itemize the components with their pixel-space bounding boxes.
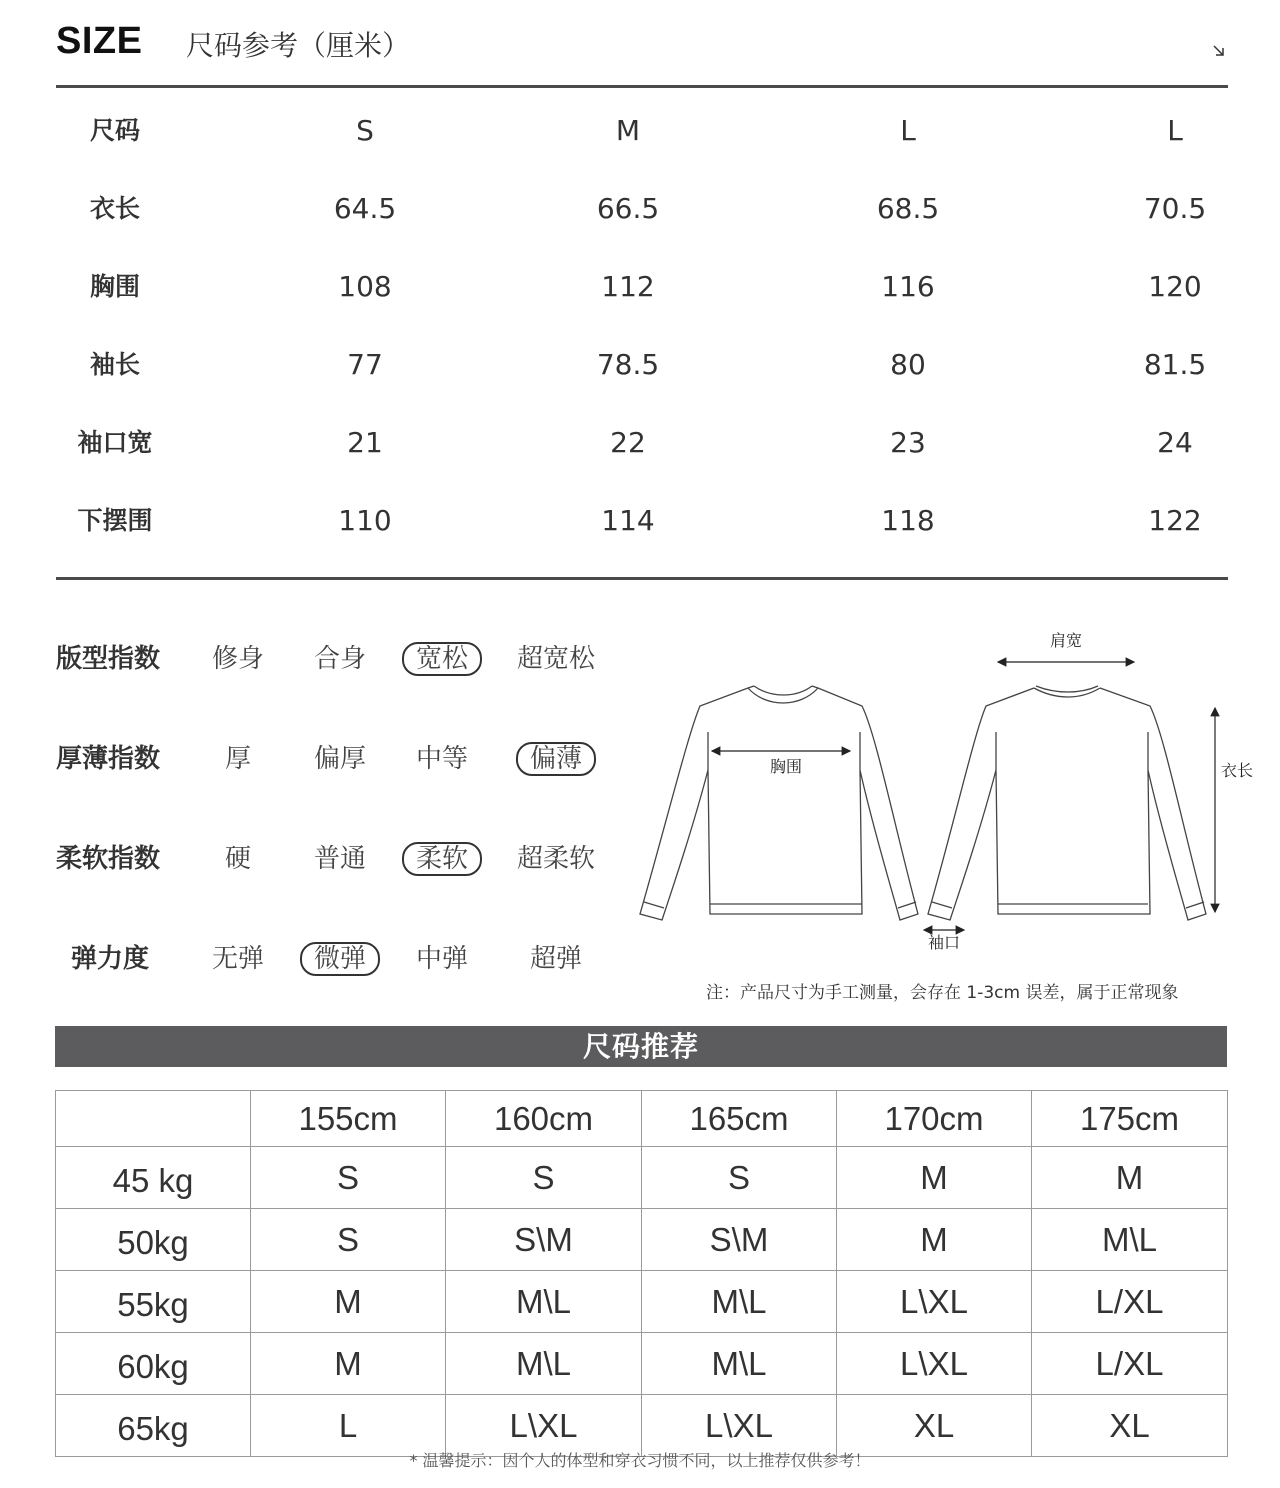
index-row [56,734,616,784]
size-cell: 24 [1157,426,1193,459]
recommend-size-cell: M [1032,1147,1228,1209]
size-cell: 21 [347,426,383,459]
recommend-banner: 尺码推荐 [55,1026,1227,1067]
index-option: 普通 [313,844,367,874]
height-header: 165cm [642,1091,837,1147]
bottom-rule [56,577,1228,580]
index-option: 合身 [313,644,367,674]
recommend-size-cell: M\L [446,1271,642,1333]
cuff-label: 袖口 [927,933,961,952]
recommend-size-cell: XL [1032,1395,1228,1457]
recommend-size-cell: M\L [1032,1209,1228,1271]
size-cell: 80 [890,348,926,381]
chest-label: 胸围 [769,757,803,776]
height-header: 160cm [446,1091,642,1147]
weight-row [56,1147,1228,1209]
size-cell: 23 [890,426,926,459]
sweater-front [640,686,918,920]
size-cell: L [900,114,916,147]
size-header [56,20,1228,70]
weight-row [56,1209,1228,1271]
index-option-selected: 微弹 [300,942,380,976]
recommend-size-cell: L/XL [1032,1333,1228,1395]
index-option: 中弹 [415,944,469,974]
size-row [56,326,1228,404]
recommend-size-cell: L\XL [642,1395,837,1457]
size-row-label: 尺码 [89,116,141,145]
size-cell: 66.5 [596,192,660,225]
weight-label: 50kg [56,1209,251,1271]
size-subtitle: 尺码参考（厘米） [186,29,411,62]
recommend-size-cell: S\M [446,1209,642,1271]
weight-label: 60kg [56,1333,251,1395]
size-row-label: 袖口宽 [77,428,153,457]
size-row-label: 衣长 [89,194,141,223]
size-cell: S [356,114,374,147]
shoulder-label: 肩宽 [1049,631,1083,650]
size-cell: 112 [601,270,655,303]
size-row-label: 下摆围 [77,506,153,535]
recommend-size-cell: M [251,1333,446,1395]
height-header: 170cm [837,1091,1032,1147]
measurement-note: 注：产品尺寸为手工测量，会存在 1-3cm 误差，属于正常现象 [706,983,1179,1003]
recommend-size-cell: M\L [446,1333,642,1395]
index-row [56,634,616,684]
index-option: 修身 [211,644,265,674]
index-title: 版型指数 [56,644,161,674]
index-title: 弹力度 [71,944,150,974]
size-cell: 120 [1148,270,1202,303]
index-option: 厚 [224,744,252,774]
weight-label: 55kg [56,1271,251,1333]
height-header: 155cm [251,1091,446,1147]
size-cell: 78.5 [596,348,660,381]
recommend-size-cell: S\M [642,1209,837,1271]
footer-tip: * 温馨提示：因个人的体型和穿衣习惯不同，以上推荐仅供参考！ [409,1451,871,1470]
recommend-size-cell: S [251,1209,446,1271]
recommend-table [55,1090,1228,1457]
size-cell: 114 [601,504,655,537]
size-cell: 81.5 [1143,348,1207,381]
size-cell: 122 [1148,504,1202,537]
size-row-label: 袖长 [89,350,141,379]
size-cell: 116 [881,270,935,303]
garment-diagram [636,624,1256,964]
size-cell: 22 [610,426,646,459]
recommend-size-cell: M [837,1209,1032,1271]
size-cell: 108 [338,270,392,303]
index-row [56,834,616,884]
height-header-row [56,1091,1228,1147]
size-cell: 64.5 [333,192,397,225]
index-row [56,934,616,984]
weight-row [56,1333,1228,1395]
index-option-selected: 柔软 [402,842,482,876]
size-row [56,404,1228,482]
size-cell: M [615,114,641,147]
index-option-selected: 宽松 [402,642,482,676]
size-row-label: 胸围 [89,272,141,301]
size-title: SIZE [56,20,143,62]
recommend-size-cell: M [837,1147,1032,1209]
index-option: 硬 [224,844,252,874]
recommend-size-cell: M\L [642,1333,837,1395]
index-title: 柔软指数 [56,844,161,874]
sweater-back [928,686,1206,920]
length-label: 衣长 [1220,761,1254,780]
corner-cell [56,1091,251,1147]
recommend-size-cell: L [251,1395,446,1457]
index-option: 中等 [415,744,469,774]
size-row [56,170,1228,248]
recommend-size-cell: S [642,1147,837,1209]
recommend-size-cell: M [251,1271,446,1333]
weight-label: 45 kg [56,1147,251,1209]
recommend-size-cell: XL [837,1395,1032,1457]
index-option: 超宽松 [516,644,596,674]
size-cell: 110 [338,504,392,537]
size-cell: 68.5 [876,192,940,225]
top-rule [56,85,1228,88]
recommend-size-cell: M\L [642,1271,837,1333]
weight-label: 65kg [56,1395,251,1457]
recommend-size-cell: L\XL [837,1271,1032,1333]
size-cell: L [1167,114,1183,147]
index-option-selected: 偏薄 [516,742,596,776]
size-row [56,248,1228,326]
index-option: 无弹 [211,944,265,974]
size-cell: 70.5 [1143,192,1207,225]
weight-row [56,1271,1228,1333]
recommend-size-cell: S [251,1147,446,1209]
height-header: 175cm [1032,1091,1228,1147]
size-cell: 118 [881,504,935,537]
recommend-size-cell: L/XL [1032,1271,1228,1333]
index-title: 厚薄指数 [56,744,161,774]
recommend-size-cell: S [446,1147,642,1209]
recommend-size-cell: L\XL [837,1333,1032,1395]
size-cell: 77 [347,348,383,381]
size-row [56,482,1228,560]
recommend-size-cell: L\XL [446,1395,642,1457]
arrow-down-right-icon [1212,44,1226,58]
index-option: 偏厚 [313,744,367,774]
index-option: 超弹 [529,944,583,974]
index-option: 超柔软 [516,844,596,874]
size-row [56,92,1228,170]
